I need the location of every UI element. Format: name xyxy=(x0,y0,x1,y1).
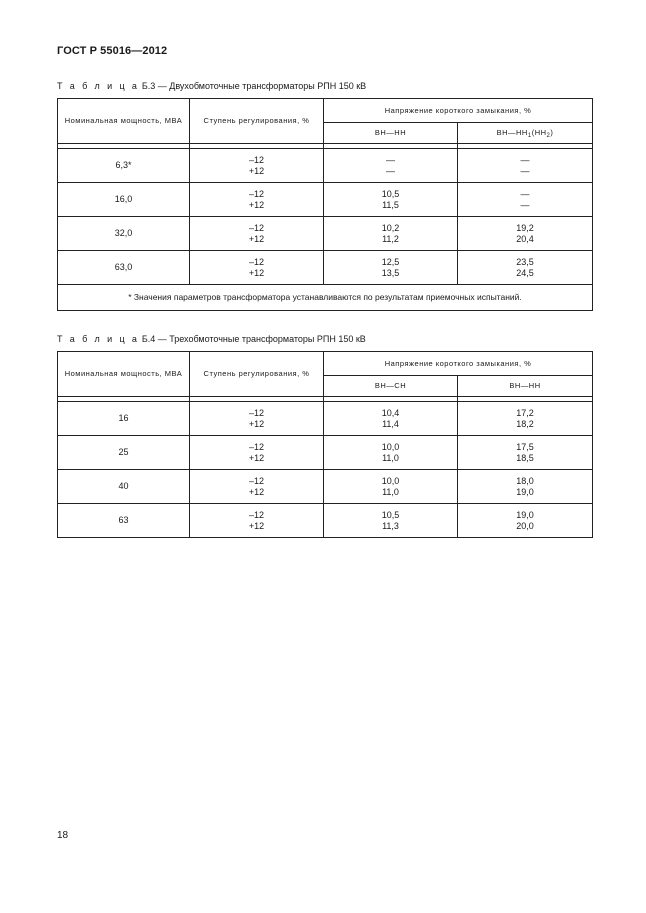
voltage-cell xyxy=(324,504,458,538)
table-b3 xyxy=(57,98,593,311)
voltage-cell xyxy=(458,149,593,183)
table-b3-caption xyxy=(57,81,366,91)
table-b4-caption xyxy=(57,334,366,344)
step-minus: –12 xyxy=(248,256,265,267)
table-b4-caption-title: Б.4 — Трехобмоточные трансформаторы РПН 150 кВ xyxy=(141,334,366,344)
voltage-cell xyxy=(458,436,593,470)
voltage-value-a: — xyxy=(520,154,530,165)
voltage-value-b: 24,5 xyxy=(516,267,534,278)
table-b4-header-hv-mv: ВН—СН xyxy=(324,376,458,397)
voltage-value-a: — xyxy=(386,154,395,165)
step-minus: –12 xyxy=(248,407,265,418)
voltage-value-b: 20,4 xyxy=(516,233,534,244)
voltage-value-b: — xyxy=(520,199,530,210)
step-plus: +12 xyxy=(248,452,265,463)
step-minus: –12 xyxy=(248,222,265,233)
voltage-value-b: — xyxy=(386,165,395,176)
power-cell: 63,0 xyxy=(58,251,190,285)
voltage-value-a: 23,5 xyxy=(516,256,534,267)
voltage-value-b: 18,2 xyxy=(516,418,534,429)
voltage-value-b: 13,5 xyxy=(381,267,400,278)
power-cell: 40 xyxy=(58,470,190,504)
step-cell xyxy=(190,183,324,217)
voltage-value-b: 11,3 xyxy=(382,520,399,531)
table-row xyxy=(58,149,593,183)
table-b4-header-step: Ступень регулирования, % xyxy=(190,352,324,397)
voltage-value-b: 11,4 xyxy=(382,418,399,429)
table-b3-caption-prefix: Т а б л и ц а xyxy=(57,81,140,91)
voltage-cell xyxy=(324,436,458,470)
voltage-value-a: 10,4 xyxy=(381,407,400,418)
voltage-cell xyxy=(324,183,458,217)
table-b3-header-hv-lv1-lv2-main: ВН—НН xyxy=(496,128,528,137)
voltage-cell xyxy=(324,470,458,504)
step-minus: –12 xyxy=(248,188,265,199)
voltage-cell xyxy=(458,183,593,217)
step-cell xyxy=(190,149,324,183)
step-plus: +12 xyxy=(248,165,265,176)
table-b4-header-hv-lv: ВН—НН xyxy=(458,376,593,397)
table-row xyxy=(58,504,593,538)
voltage-value-a: 18,0 xyxy=(516,475,534,486)
voltage-cell xyxy=(324,217,458,251)
voltage-value-a: 10,0 xyxy=(381,475,400,486)
voltage-value-a: 10,5 xyxy=(381,188,400,199)
voltage-cell xyxy=(324,402,458,436)
table-b3-header-hv-lv1-lv2-end: ) xyxy=(550,128,554,137)
step-cell xyxy=(190,436,324,470)
table-b3-caption-title: Б.3 — Двухобмоточные трансформаторы РПН 150 кВ xyxy=(141,81,367,91)
voltage-value-b: 11,2 xyxy=(382,233,399,244)
step-plus: +12 xyxy=(248,199,265,210)
power-cell: 25 xyxy=(58,436,190,470)
table-row xyxy=(58,251,593,285)
power-cell: 6,3* xyxy=(58,149,190,183)
step-minus: –12 xyxy=(248,154,265,165)
step-plus: +12 xyxy=(248,418,265,429)
voltage-cell xyxy=(458,470,593,504)
voltage-value-b: 20,0 xyxy=(516,520,534,531)
step-cell xyxy=(190,470,324,504)
table-row xyxy=(58,470,593,504)
voltage-cell xyxy=(458,251,593,285)
voltage-value-a: 10,0 xyxy=(381,441,400,452)
table-b3-header-voltage: Напряжение короткого замыкания, % xyxy=(324,99,593,123)
voltage-value-a: — xyxy=(520,188,530,199)
voltage-value-a: 10,2 xyxy=(381,222,400,233)
voltage-cell xyxy=(458,217,593,251)
power-cell: 32,0 xyxy=(58,217,190,251)
table-b4-header-power: Номинальная мощность, МВА xyxy=(58,352,190,397)
table-row xyxy=(58,183,593,217)
voltage-value-b: 11,0 xyxy=(382,452,399,463)
power-cell: 16,0 xyxy=(58,183,190,217)
table-b3-header-hv-lv1-lv2-mid: (НН xyxy=(531,128,547,137)
table-b3-header-hv-lv1-lv2 xyxy=(458,123,593,144)
table-row xyxy=(58,217,593,251)
voltage-value-b: — xyxy=(520,165,530,176)
table-b4-caption-prefix: Т а б л и ц а xyxy=(57,334,140,344)
table-b3-header-hv-lv: ВН—НН xyxy=(324,123,458,144)
voltage-value-b: 18,5 xyxy=(516,452,534,463)
voltage-value-b: 11,0 xyxy=(382,486,399,497)
table-b3-header-power: Номинальная мощность, МВА xyxy=(58,99,190,144)
step-minus: –12 xyxy=(248,509,265,520)
step-cell xyxy=(190,402,324,436)
voltage-value-b: 11,5 xyxy=(382,199,399,210)
step-cell xyxy=(190,251,324,285)
document-code: ГОСТ Р 55016—2012 xyxy=(57,45,168,57)
table-b3-footnote: * Значения параметров трансформатора устанавливаются по результатам приемочных испытаний. xyxy=(58,285,593,311)
table-b3-header-step: Ступень регулирования, % xyxy=(190,99,324,144)
step-plus: +12 xyxy=(248,520,265,531)
voltage-value-a: 19,2 xyxy=(516,222,534,233)
power-cell: 63 xyxy=(58,504,190,538)
table-b4-header-voltage: Напряжение короткого замыкания, % xyxy=(324,352,593,376)
table-row xyxy=(58,436,593,470)
subscript-1: 1 xyxy=(527,133,532,139)
voltage-cell xyxy=(324,251,458,285)
table-b4 xyxy=(57,351,593,538)
step-cell xyxy=(190,504,324,538)
page-number: 18 xyxy=(57,830,69,841)
voltage-value-a: 19,0 xyxy=(516,509,534,520)
voltage-value-b: 19,0 xyxy=(516,486,534,497)
voltage-value-a: 12,5 xyxy=(381,256,400,267)
step-minus: –12 xyxy=(248,441,265,452)
table-row xyxy=(58,402,593,436)
voltage-cell xyxy=(458,504,593,538)
voltage-value-a: 17,2 xyxy=(516,407,534,418)
step-plus: +12 xyxy=(248,233,265,244)
subscript-2: 2 xyxy=(546,133,551,139)
step-plus: +12 xyxy=(248,267,265,278)
voltage-value-a: 10,5 xyxy=(381,509,400,520)
step-cell xyxy=(190,217,324,251)
step-minus: –12 xyxy=(248,475,265,486)
power-cell: 16 xyxy=(58,402,190,436)
voltage-value-a: 17,5 xyxy=(516,441,534,452)
step-plus: +12 xyxy=(248,486,265,497)
voltage-cell xyxy=(458,402,593,436)
voltage-cell xyxy=(324,149,458,183)
